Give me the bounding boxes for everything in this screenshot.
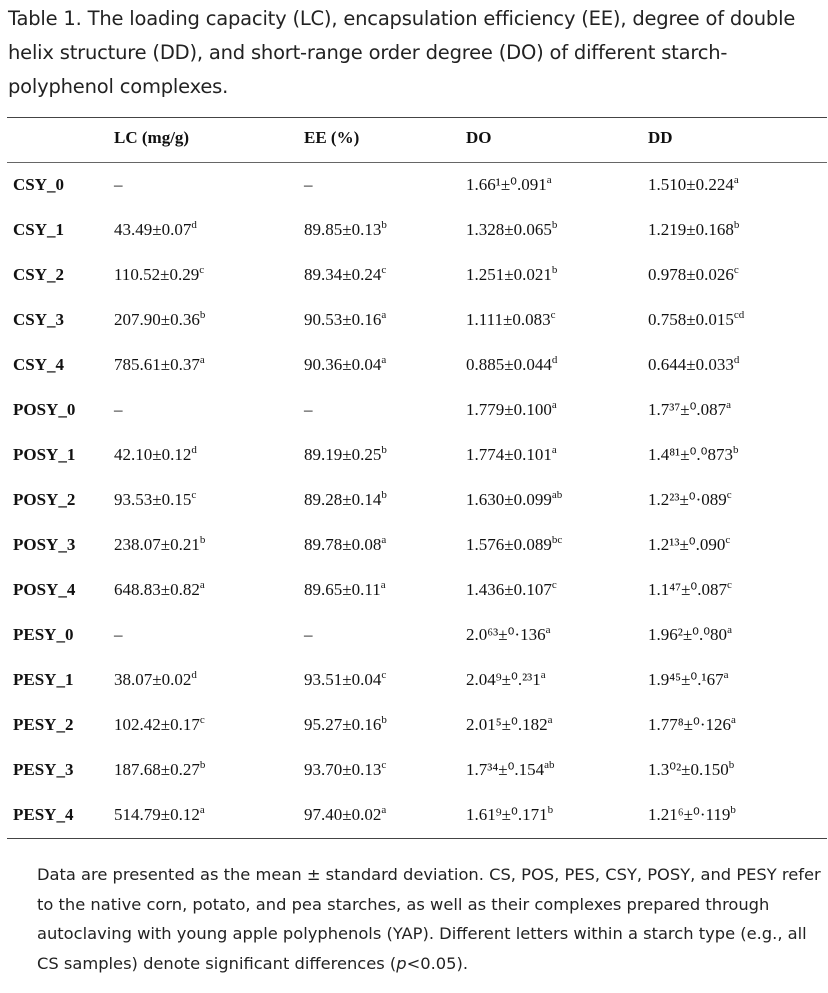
cell-dd (648, 805, 736, 825)
row-name-value: PESY_3 (13, 760, 74, 779)
cell-do-value: 1.630±0.099 (466, 490, 552, 509)
cell-do-value: 1.61⁹±⁰.171 (466, 805, 548, 824)
cell-ee (304, 490, 387, 510)
cell-ee-significance-letter: c (381, 264, 387, 276)
row-name (13, 580, 75, 600)
cell-dd-significance-letter: a (723, 669, 729, 681)
cell-dd-significance-letter: b (733, 219, 740, 231)
cell-lc-value: 187.68±0.27 (114, 760, 200, 779)
row-name-value: PESY_4 (13, 805, 74, 824)
cell-dd-value: 1.219±0.168 (648, 220, 734, 239)
cell-dd-value: 1.9⁴⁵±⁰.¹67 (648, 670, 724, 689)
cell-do-value: 1.328±0.065 (466, 220, 552, 239)
cell-ee (304, 580, 386, 600)
cell-lc-significance-letter: c (199, 264, 205, 276)
cell-do-significance-letter: a (551, 399, 557, 411)
cell-lc (114, 220, 197, 240)
cell-lc-value: 93.53±0.15 (114, 490, 192, 509)
cell-do (466, 715, 552, 735)
cell-lc-significance-letter: a (199, 354, 205, 366)
cell-lc-significance-letter: d (191, 669, 197, 681)
cell-dd-value: 0.758±0.015 (648, 310, 734, 329)
cell-lc (114, 265, 204, 285)
cell-do (466, 535, 562, 555)
cell-lc (114, 535, 205, 555)
cell-do-significance-letter: a (547, 714, 553, 726)
row-name (13, 490, 75, 510)
cell-do (466, 490, 562, 510)
cell-dd-value: 1.4⁸¹±⁰.⁰873 (648, 445, 733, 464)
cell-do (466, 670, 546, 690)
footnote-text: Data are presented as the mean ± standard deviation. CS, POS, PES, CSY, POSY, and PESY refer to the native corn, potato, and pea starches, as well as their complexes prepared through autoclaving with young apple polyphenols (YAP). Different letters within a starch type (e.g., all CS samples) denote significant differences ( (37, 865, 821, 973)
cell-dd-value: 1.2²³±⁰·089 (648, 490, 727, 509)
cell-lc-value: 38.07±0.02 (114, 670, 192, 689)
cell-lc (114, 355, 205, 375)
cell-do-significance-letter: c (551, 579, 557, 591)
row-name (13, 670, 73, 690)
cell-lc-value: 785.61±0.37 (114, 355, 200, 374)
cell-ee (304, 805, 386, 825)
cell-dd (648, 175, 739, 195)
cell-ee (304, 670, 386, 690)
cell-do-value: 2.0⁶³±⁰·136 (466, 625, 546, 644)
row-name-value: POSY_1 (13, 445, 76, 464)
cell-ee-value: 89.28±0.14 (304, 490, 382, 509)
row-name-value: CSY_3 (13, 310, 65, 329)
row-name-value: CSY_1 (13, 220, 65, 239)
column-header-do: DO (466, 128, 492, 147)
cell-dd-significance-letter: c (725, 534, 731, 546)
cell-ee-value: 89.78±0.08 (304, 535, 382, 554)
row-name-value: CSY_0 (13, 175, 65, 194)
cell-dd-significance-letter: c (727, 579, 732, 591)
cell-ee (304, 445, 387, 465)
row-name (13, 445, 75, 465)
cell-ee (304, 310, 386, 330)
cell-do-value: 1.576±0.089 (466, 535, 552, 554)
cell-lc-value: 207.90±0.36 (114, 310, 200, 329)
cell-dd-significance-letter: c (726, 489, 732, 501)
cell-lc-value: – (114, 625, 123, 644)
cell-ee-value: 90.53±0.16 (304, 310, 382, 329)
cell-lc-value: 102.42±0.17 (114, 715, 200, 734)
cell-do-significance-letter: ab (551, 489, 563, 501)
cell-dd (648, 490, 732, 510)
table-bottom-rule (7, 838, 827, 839)
cell-lc-significance-letter: a (199, 579, 205, 591)
row-name (13, 400, 75, 420)
column-header-lc: LC (mg/g) (114, 128, 190, 147)
cell-do (466, 265, 557, 285)
cell-ee-significance-letter: b (381, 489, 387, 501)
cell-dd-value: 1.7³⁷±⁰.087 (648, 400, 727, 419)
table-caption: Table 1. The loading capacity (LC), encapsulation efficiency (EE), degree of double helix structure (DD), and short-range order degree (DO) of different starch-polyphenol complexes. (8, 7, 796, 98)
cell-ee-significance-letter: a (381, 804, 387, 816)
cell-do-significance-letter: b (547, 804, 554, 816)
row-name (13, 355, 64, 375)
row-name-value: POSY_4 (13, 580, 76, 599)
cell-do-significance-letter: d (551, 354, 558, 366)
cell-lc (114, 805, 205, 825)
cell-dd-value: 1.77⁸±⁰·126 (648, 715, 731, 734)
cell-do-value: 1.251±0.021 (466, 265, 552, 284)
cell-ee (304, 715, 387, 735)
cell-dd-value: 1.21⁶±⁰·119 (648, 805, 731, 824)
cell-dd-significance-letter: a (730, 714, 736, 726)
cell-lc-significance-letter: d (191, 444, 197, 456)
footnote-tail: <0.05). (406, 953, 469, 973)
cell-lc-value: 648.83±0.82 (114, 580, 200, 599)
footnote-p-symbol: p (396, 953, 407, 973)
table-footnote (37, 860, 827, 978)
column-header-dd: DD (648, 128, 673, 147)
cell-ee-value: 89.34±0.24 (304, 265, 382, 284)
row-name (13, 535, 75, 555)
cell-do (466, 310, 555, 330)
cell-dd-significance-letter: d (733, 354, 740, 366)
cell-do-significance-letter: c (550, 309, 556, 321)
cell-ee-significance-letter: a (381, 354, 387, 366)
row-name-value: POSY_0 (13, 400, 76, 419)
cell-ee-value: – (304, 400, 313, 419)
cell-lc (114, 760, 205, 780)
cell-do (466, 625, 550, 645)
cell-lc-significance-letter: c (191, 489, 197, 501)
cell-ee-value: 97.40±0.02 (304, 805, 382, 824)
cell-dd-significance-letter: a (726, 399, 732, 411)
cell-lc-value: – (114, 175, 123, 194)
cell-ee (304, 400, 313, 420)
cell-lc (114, 175, 123, 195)
cell-do-significance-letter: b (551, 264, 558, 276)
cell-ee (304, 175, 313, 195)
cell-ee-value: 93.51±0.04 (304, 670, 382, 689)
cell-lc-significance-letter: a (199, 804, 205, 816)
cell-do-significance-letter: a (546, 174, 552, 186)
cell-lc-significance-letter: b (199, 534, 206, 546)
cell-lc (114, 625, 123, 645)
cell-ee-value: – (304, 175, 313, 194)
cell-do-value: 0.885±0.044 (466, 355, 552, 374)
cell-lc (114, 670, 197, 690)
row-name-value: POSY_2 (13, 490, 76, 509)
cell-do (466, 220, 557, 240)
row-name (13, 175, 64, 195)
cell-do-significance-letter: a (551, 444, 557, 456)
cell-dd (648, 625, 732, 645)
cell-lc (114, 490, 196, 510)
cell-do-value: 2.01⁵±⁰.182 (466, 715, 548, 734)
cell-ee-value: 90.36±0.04 (304, 355, 382, 374)
cell-dd-significance-letter: cd (733, 309, 745, 321)
cell-ee-significance-letter: a (380, 579, 386, 591)
cell-dd (648, 355, 739, 375)
cell-lc-value: 238.07±0.21 (114, 535, 200, 554)
row-name-value: PESY_1 (13, 670, 74, 689)
cell-lc (114, 580, 205, 600)
cell-ee-value: 95.27±0.16 (304, 715, 382, 734)
row-name (13, 715, 73, 735)
table-top-rule (7, 117, 827, 118)
cell-ee-value: 89.19±0.25 (304, 445, 382, 464)
cell-lc (114, 400, 123, 420)
cell-dd-value: 0.978±0.026 (648, 265, 734, 284)
cell-dd (648, 220, 739, 240)
cell-dd-significance-letter: c (733, 264, 739, 276)
cell-dd-value: 1.96²±⁰.⁰80 (648, 625, 728, 644)
cell-lc-value: 43.49±0.07 (114, 220, 192, 239)
cell-dd (648, 715, 736, 735)
cell-lc-significance-letter: d (191, 219, 197, 231)
cell-do (466, 400, 557, 420)
cell-ee-significance-letter: c (381, 759, 387, 771)
cell-dd (648, 580, 732, 600)
cell-lc (114, 715, 205, 735)
header-rule (7, 162, 827, 163)
cell-dd-significance-letter: b (728, 759, 735, 771)
row-name (13, 625, 73, 645)
cell-dd-value: 1.2¹³±⁰.090 (648, 535, 726, 554)
cell-dd-significance-letter: a (727, 624, 732, 636)
cell-ee-significance-letter: a (381, 534, 387, 546)
cell-ee-value: 93.70±0.13 (304, 760, 382, 779)
cell-dd-significance-letter: b (732, 444, 739, 456)
cell-do (466, 760, 555, 780)
cell-ee (304, 535, 386, 555)
column-header-ee: EE (%) (304, 128, 360, 147)
cell-ee-significance-letter: b (381, 444, 387, 456)
cell-do-significance-letter: ab (544, 759, 555, 771)
cell-do (466, 445, 557, 465)
cell-do-value: 1.774±0.101 (466, 445, 552, 464)
cell-do-value: 2.04⁹±⁰.²³1 (466, 670, 541, 689)
cell-lc-significance-letter: b (199, 309, 206, 321)
cell-do-value: 1.779±0.100 (466, 400, 552, 419)
cell-lc (114, 445, 197, 465)
cell-dd (648, 535, 730, 555)
row-name (13, 265, 64, 285)
cell-lc-significance-letter: b (199, 759, 206, 771)
cell-lc (114, 310, 205, 330)
cell-ee-value: – (304, 625, 313, 644)
cell-dd-significance-letter: b (730, 804, 736, 816)
row-name (13, 760, 73, 780)
row-name (13, 805, 73, 825)
cell-ee (304, 265, 386, 285)
cell-lc-value: 514.79±0.12 (114, 805, 200, 824)
cell-dd-value: 0.644±0.033 (648, 355, 734, 374)
cell-dd-value: 1.1⁴⁷±⁰.087 (648, 580, 727, 599)
cell-lc-value: 110.52±0.29 (114, 265, 200, 284)
cell-ee-value: 89.65±0.11 (304, 580, 381, 599)
cell-do (466, 355, 557, 375)
cell-do-value: 1.111±0.083 (466, 310, 551, 329)
cell-do (466, 580, 557, 600)
cell-do-value: 1.7³⁴±⁰.154 (466, 760, 545, 779)
row-name-value: POSY_3 (13, 535, 76, 554)
cell-dd (648, 445, 738, 465)
cell-dd-value: 1.3⁰²±0.150 (648, 760, 729, 779)
cell-ee-significance-letter: c (381, 669, 387, 681)
cell-ee (304, 760, 386, 780)
cell-dd (648, 670, 729, 690)
cell-lc-value: 42.10±0.12 (114, 445, 192, 464)
cell-lc-value: – (114, 400, 123, 419)
cell-dd (648, 400, 731, 420)
cell-ee-significance-letter: b (381, 714, 387, 726)
cell-dd (648, 760, 734, 780)
cell-ee (304, 220, 387, 240)
cell-do (466, 175, 552, 195)
cell-dd (648, 265, 739, 285)
row-name (13, 220, 64, 240)
row-name-value: CSY_2 (13, 265, 65, 284)
cell-dd-significance-letter: a (733, 174, 739, 186)
cell-ee-value: 89.85±0.13 (304, 220, 382, 239)
cell-ee-significance-letter: a (381, 309, 387, 321)
cell-ee (304, 355, 386, 375)
cell-ee (304, 625, 313, 645)
cell-do-value: 1.66¹±⁰.091 (466, 175, 547, 194)
row-name-value: CSY_4 (13, 355, 65, 374)
cell-dd-value: 1.510±0.224 (648, 175, 734, 194)
cell-dd (648, 310, 744, 330)
row-name-value: PESY_2 (13, 715, 74, 734)
cell-do-significance-letter: a (545, 624, 551, 636)
cell-lc-significance-letter: c (199, 714, 205, 726)
cell-do-significance-letter: b (551, 219, 558, 231)
cell-do-significance-letter: bc (551, 534, 563, 546)
cell-do-significance-letter: a (540, 669, 546, 681)
cell-do-value: 1.436±0.107 (466, 580, 552, 599)
cell-do (466, 805, 553, 825)
cell-ee-significance-letter: b (381, 219, 387, 231)
row-name (13, 310, 64, 330)
row-name-value: PESY_0 (13, 625, 74, 644)
